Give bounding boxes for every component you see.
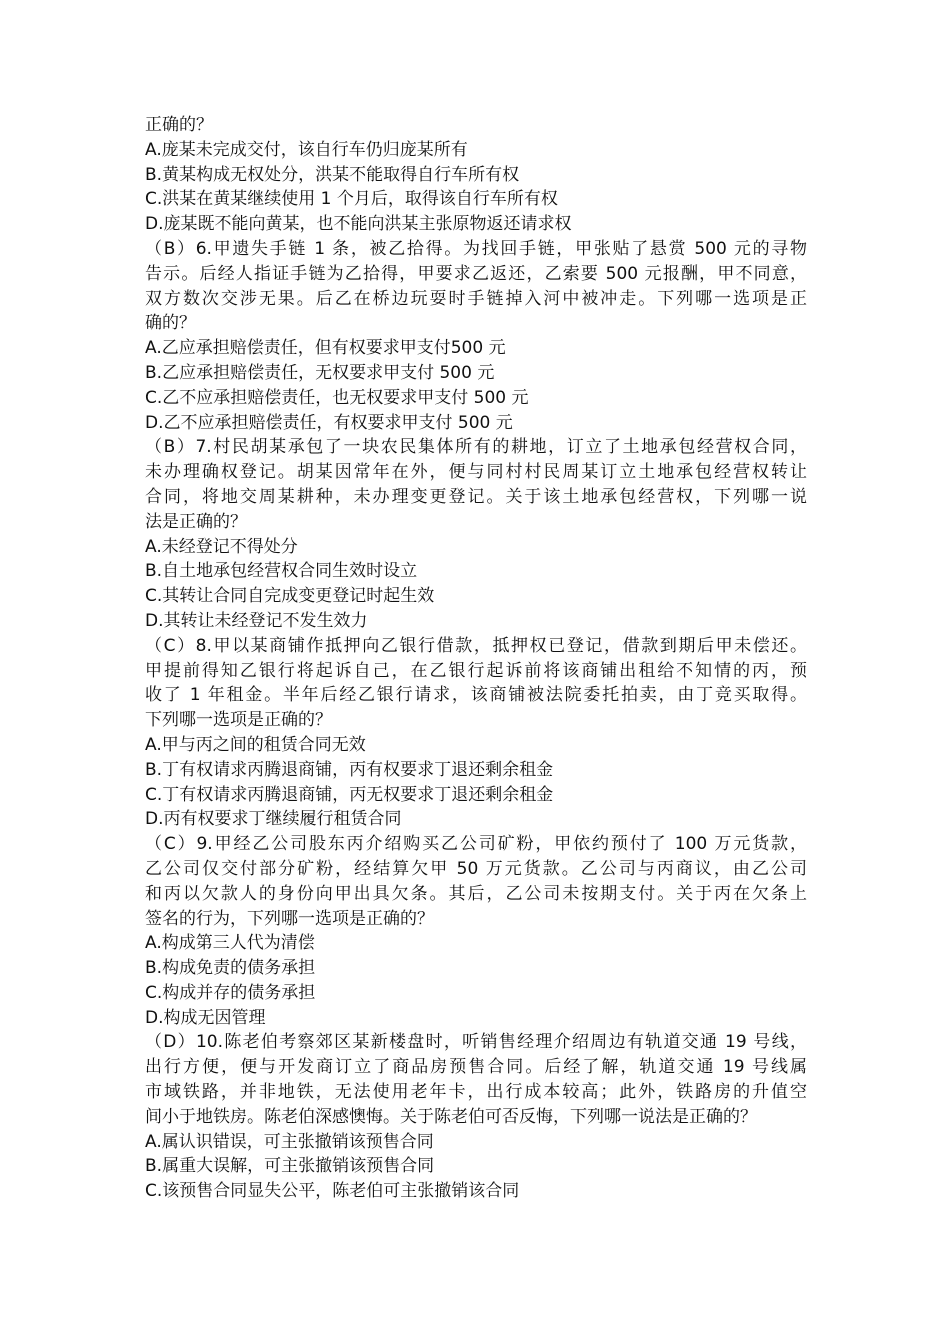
q8-option-b: B.丁有权请求丙腾退商铺，丙有权要求丁退还剩余租金 [145,759,554,780]
q8-option-c: C.丁有权请求丙腾退商铺，丙无权要求丁退还剩余租金 [145,784,554,805]
q6-stem-line-2: 告示。后经人指证手链为乙拾得，甲要求乙返还，乙索要 500 元报酬，甲不同意， [145,263,807,284]
q5-stem-tail: 正确的？ [145,115,213,135]
q10-option-c: C.该预售合同显失公平，陈老伯可主张撤销该合同 [145,1181,520,1202]
q7-stem-line-4: 法是正确的？ [145,511,247,532]
q10-stem-line-2: 出行方便，便与开发商订立了商品房预售合同。后经了解，轨道交通 19 号线属 [145,1057,807,1078]
q10-option-b: B.属重大误解，可主张撤销该预售合同 [145,1156,435,1177]
q9-option-d: D.构成无因管理 [145,1007,266,1028]
q9-stem-line-2: 乙公司仅交付部分矿粉，经结算欠甲 50 万元货款。乙公司与丙商议，由乙公司 [145,858,807,879]
q7-option-c: C.其转让合同自完成变更登记时起生效 [145,586,435,607]
q9-stem-line-3: 和丙以欠款人的身份向甲出具欠条。其后，乙公司未按期支付。关于丙在欠条上 [145,883,807,904]
q8-stem-line-4: 下列哪一选项是正确的？ [145,710,332,731]
q9-stem-line-1: （C）9.甲经乙公司股东丙介绍购买乙公司矿粉，甲依约预付了 100 万元货款， [145,834,807,855]
q6-stem-line-4: 确的？ [145,313,196,334]
document-page [145,113,807,1204]
q7-stem-line-3: 合同，将地交周某耕种，未办理变更登记。关于该土地承包经营权，下列哪一说 [145,486,807,507]
q9-option-a: A.构成第三人代为清偿 [145,933,315,954]
q8-option-d: D.丙有权要求丁继续履行租赁合同 [145,809,402,830]
q8-option-a: A.甲与丙之间的租赁合同无效 [145,734,366,755]
q6-option-d: D.乙不应承担赔偿责任，有权要求甲支付 500 元 [145,412,513,433]
q7-stem-line-1: （B）7.村民胡某承包了一块农民集体所有的耕地，订立了土地承包经营权合同， [145,437,807,458]
q5-option-b: B.黄某构成无权处分，洪某不能取得自行车所有权 [145,164,520,185]
q6-stem-line-3: 双方数次交涉无果。后乙在桥边玩耍时手链掉入河中被冲走。下列哪一选项是正 [145,288,807,309]
q5-option-c: C.洪某在黄某继续使用 1 个月后，取得该自行车所有权 [145,189,558,210]
q5-option-d: D.庞某既不能向黄某，也不能向洪某主张原物返还请求权 [145,214,572,235]
q5-option-a: A.庞某未完成交付，该自行车仍归庞某所有 [145,139,468,160]
q10-stem-line-3: 市域铁路，并非地铁，无法使用老年卡，出行成本较高；此外，铁路房的升值空 [145,1082,807,1103]
q7-option-b: B.自土地承包经营权合同生效时设立 [145,561,418,582]
q9-option-b: B.构成免责的债务承担 [145,958,316,979]
q9-stem-line-4: 签名的行为，下列哪一选项是正确的？ [145,908,434,929]
q9-option-c: C.构成并存的债务承担 [145,982,316,1003]
q7-stem-line-2: 未办理确权登记。胡某因常年在外，便与同村村民周某订立土地承包经营权转让 [145,462,807,483]
q6-option-b: B.乙应承担赔偿责任，无权要求甲支付 500 元 [145,362,495,383]
q7-option-d: D.其转让未经登记不发生效力 [145,610,368,631]
q10-option-a: A.属认识错误，可主张撤销该预售合同 [145,1131,434,1152]
q10-stem-line-4: 间小于地铁房。陈老伯深感懊悔。关于陈老伯可否反悔，下列哪一说法是正确的？ [145,1106,757,1127]
q7-option-a: A.未经登记不得处分 [145,536,298,557]
q6-option-c: C.乙不应承担赔偿责任，也无权要求甲支付 500 元 [145,387,529,408]
q8-stem-line-3: 收了 1 年租金。半年后经乙银行请求，该商铺被法院委托拍卖，由丁竞买取得。 [145,685,807,706]
q8-stem-line-1: （C）8.甲以某商铺作抵押向乙银行借款，抵押权已登记，借款到期后甲未偿还。 [145,635,807,656]
q6-stem-line-1: （B）6.甲遗失手链 1 条，被乙拾得。为找回手链，甲张贴了悬赏 500 元的寻物 [145,238,807,259]
q10-stem-line-1: （D）10.陈老伯考察郊区某新楼盘时，听销售经理介绍周边有轨道交通 19 号线， [145,1032,807,1053]
q6-option-a: A.乙应承担赔偿责任，但有权要求甲支付500 元 [145,338,506,359]
q8-stem-line-2: 甲提前得知乙银行将起诉自己，在乙银行起诉前将该商铺出租给不知情的丙，预 [145,660,807,681]
